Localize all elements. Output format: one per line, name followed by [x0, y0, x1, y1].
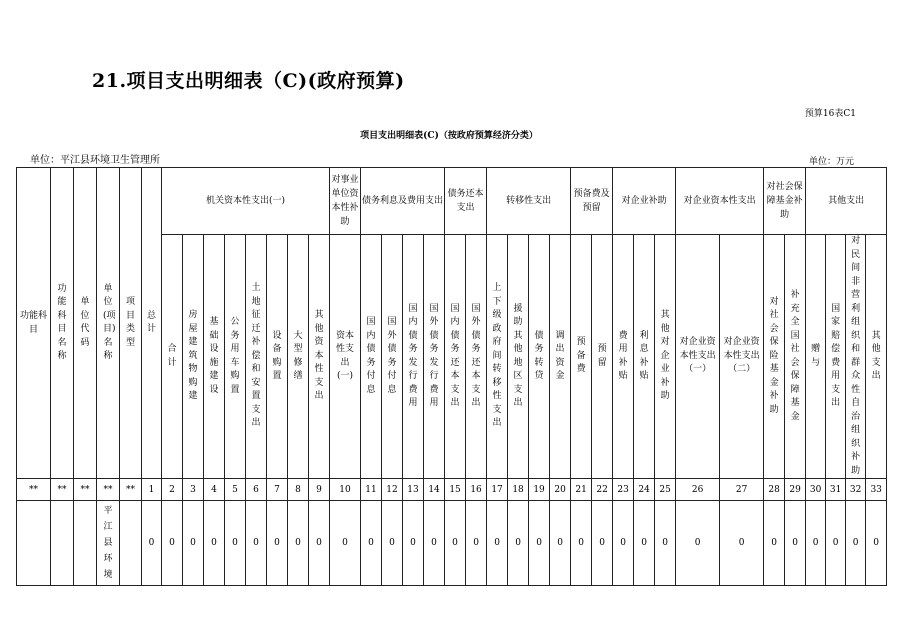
header-g3-c4: 国外债务发行费用: [424, 235, 445, 479]
header-g1-c7: 其他资本性支出: [309, 235, 330, 479]
data-func-name: [51, 501, 74, 586]
index-cell: 8: [288, 479, 309, 501]
index-cell: 7: [267, 479, 288, 501]
data-value-cell: 0: [204, 501, 225, 586]
data-value-cell: 0: [529, 501, 550, 586]
index-cell: 30: [806, 479, 826, 501]
index-cell: 6: [246, 479, 267, 501]
header-group-2: 对事业单位资本性补助: [330, 168, 361, 235]
header-group-9: 对社会保障基金补助: [764, 168, 806, 235]
data-value-cell: 0: [330, 501, 361, 586]
index-cell: 32: [846, 479, 866, 501]
data-value-cell: 0: [720, 501, 764, 586]
data-value-cell: 0: [676, 501, 720, 586]
data-value-cell: 0: [592, 501, 613, 586]
header-g10-c3: 对民间非营利组织和群众性自治组织补助: [846, 235, 866, 479]
data-value-cell: 0: [571, 501, 592, 586]
header-g3-c2: 国外债务付息: [382, 235, 403, 479]
data-unit-name: 平江县环境: [97, 501, 120, 586]
header-g8-c2: 对企业资本性支出（二）: [720, 235, 764, 479]
header-g1-c2: 基础设施建设: [204, 235, 225, 479]
index-cell: **: [74, 479, 97, 501]
data-value-cell: 0: [183, 501, 204, 586]
header-g5-c2: 援助其他地区支出: [508, 235, 529, 479]
data-value-cell: 0: [550, 501, 571, 586]
index-cell: 31: [826, 479, 846, 501]
index-cell: 25: [655, 479, 676, 501]
index-cell: 28: [764, 479, 785, 501]
data-value-cell: 0: [361, 501, 382, 586]
index-cell: 5: [225, 479, 246, 501]
index-cell: 11: [361, 479, 382, 501]
index-cell: 22: [592, 479, 613, 501]
header-g1-total: 合计: [162, 235, 183, 479]
index-cell: 10: [330, 479, 361, 501]
header-g1-c3: 公务用车购置: [225, 235, 246, 479]
index-cell: 15: [445, 479, 466, 501]
header-group-4: 债务还本支出: [445, 168, 487, 235]
header-project-type: 项目类型: [120, 168, 142, 479]
header-row-groups: [17, 168, 887, 235]
header-g1-c6: 大型修缮: [288, 235, 309, 479]
data-value-cell: 0: [162, 501, 183, 586]
index-cell: 9: [309, 479, 330, 501]
header-g7-c3: 其他对企业补助: [655, 235, 676, 479]
header-g4-c1: 国内债务还本支出: [445, 235, 466, 479]
header-g10-c2: 国家赔偿费用支出: [826, 235, 846, 479]
header-group-6: 预备费及预留: [571, 168, 613, 235]
table-number: 预算16表C1: [804, 109, 856, 119]
index-cell: **: [120, 479, 142, 501]
header-g7-c1: 费用补贴: [613, 235, 634, 479]
data-value-cell: 0: [846, 501, 866, 586]
table-subtitle: 项目支出明细表(C)（按政府预算经济分类）: [360, 131, 538, 141]
header-group-10: 其他支出: [806, 168, 887, 235]
header-g3-c3: 国内债务发行费用: [403, 235, 424, 479]
data-value-cell: 0: [445, 501, 466, 586]
index-cell: 1: [142, 479, 162, 501]
data-value-cell: 0: [764, 501, 785, 586]
data-value-cell: 0: [826, 501, 846, 586]
index-cell: 4: [204, 479, 225, 501]
data-value-cell: 0: [424, 501, 445, 586]
data-value-cell: 0: [142, 501, 162, 586]
data-value-cell: 0: [655, 501, 676, 586]
header-g5-c1: 上下级政府间转移性支出: [487, 235, 508, 479]
header-unit-code: 单位代码: [74, 168, 97, 479]
header-g9-c1: 对社会保险基金补助: [764, 235, 785, 479]
currency-label: 单位：万元: [808, 157, 854, 167]
data-project-type: [120, 501, 142, 586]
index-row: [17, 479, 887, 501]
data-value-cell: 0: [382, 501, 403, 586]
header-g3-c1: 国内债务付息: [361, 235, 382, 479]
header-g5-c3: 债务转贷: [529, 235, 550, 479]
data-value-cell: 0: [246, 501, 267, 586]
index-cell: 33: [866, 479, 887, 501]
data-value-cell: 0: [403, 501, 424, 586]
data-value-cell: 0: [785, 501, 806, 586]
header-group-1: 机关资本性支出(一): [162, 168, 330, 235]
header-g10-c1: 赠与: [806, 235, 826, 479]
header-g9-c2: 补充全国社会保障基金: [785, 235, 806, 479]
header-func-code: 功能科目: [17, 168, 51, 479]
header-g4-c2: 国外债务还本支出: [466, 235, 487, 479]
data-value-cell: 0: [806, 501, 826, 586]
unit-label: 单位：平江县环境卫生管理所: [30, 155, 160, 166]
header-total: 总计: [142, 168, 162, 479]
header-group-3: 债务利息及费用支出: [361, 168, 445, 235]
index-cell: 12: [382, 479, 403, 501]
index-cell: 16: [466, 479, 487, 501]
index-cell: 14: [424, 479, 445, 501]
index-cell: 21: [571, 479, 592, 501]
index-cell: 20: [550, 479, 571, 501]
page-title: 21.项目支出明细表（C)(政府预算): [92, 70, 405, 92]
index-cell: 18: [508, 479, 529, 501]
index-cell: 19: [529, 479, 550, 501]
header-g1-c1: 房屋建筑物购建: [183, 235, 204, 479]
data-unit-code: [74, 501, 97, 586]
data-value-cell: 0: [309, 501, 330, 586]
data-value-cell: 0: [267, 501, 288, 586]
index-cell: 26: [676, 479, 720, 501]
expenditure-table: [16, 167, 887, 586]
header-group-5: 转移性支出: [487, 168, 571, 235]
index-cell: 13: [403, 479, 424, 501]
header-group-7: 对企业补助: [613, 168, 676, 235]
header-g1-c5: 设备购置: [267, 235, 288, 479]
index-cell: **: [97, 479, 120, 501]
data-value-cell: 0: [634, 501, 655, 586]
index-cell: 17: [487, 479, 508, 501]
data-value-cell: 0: [487, 501, 508, 586]
header-g8-c1: 对企业资本性支出（一）: [676, 235, 720, 479]
header-g5-c4: 调出资金: [550, 235, 571, 479]
index-cell: **: [17, 479, 51, 501]
header-g6-c1: 预备费: [571, 235, 592, 479]
index-cell: 29: [785, 479, 806, 501]
header-g10-c4: 其他支出: [866, 235, 887, 479]
data-value-cell: 0: [466, 501, 487, 586]
header-unit-name: 单位(项目)名称: [97, 168, 120, 479]
index-cell: 23: [613, 479, 634, 501]
index-cell: 3: [183, 479, 204, 501]
data-value-cell: 0: [508, 501, 529, 586]
index-cell: 24: [634, 479, 655, 501]
data-row: [17, 501, 887, 586]
data-value-cell: 0: [866, 501, 887, 586]
header-g1-c4: 土地征迁补偿和安置支出: [246, 235, 267, 479]
data-value-cell: 0: [613, 501, 634, 586]
header-g6-c2: 预留: [592, 235, 613, 479]
header-g7-c2: 利息补贴: [634, 235, 655, 479]
data-value-cell: 0: [288, 501, 309, 586]
index-cell: 27: [720, 479, 764, 501]
header-group-8: 对企业资本性支出: [676, 168, 764, 235]
data-value-cell: 0: [225, 501, 246, 586]
header-func-name: 功能科目名称: [51, 168, 74, 479]
index-cell: 2: [162, 479, 183, 501]
header-g2-c1: 资本性支出(一): [330, 235, 361, 479]
index-cell: **: [51, 479, 74, 501]
data-func-code: [17, 501, 51, 586]
